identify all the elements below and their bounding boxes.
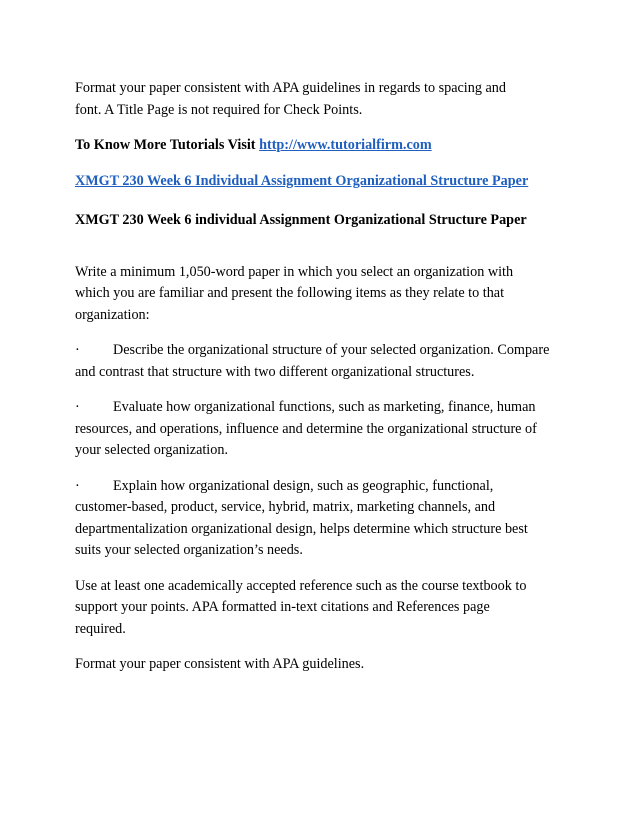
closing-line: Format your paper consistent with APA guidelines. [75,656,365,672]
document-page [75,78,575,676]
assignment-link[interactable]: XMGT 230 Week 6 Individual Assignment Organizational Structure Paper [75,172,529,189]
bullet-3-line-4: suits your selected organization’s needs. [75,542,303,558]
bullet-2-line-2: resources, and operations, influence and determine the organizational structure of [75,420,537,437]
bullet-item-functions [75,397,575,462]
bullet-1-line-1: Describe the organizational structure of your selected organization. Compare [113,342,550,358]
bullet-mark: · [75,399,80,415]
intro-paragraph [75,78,575,121]
intro-line-1: Format your paper consistent with APA guidelines in regards to spacing and [75,80,506,96]
bullet-1-line-2: and contrast that structure with two different organizational structures. [75,363,475,380]
body-intro-line-2: which you are familiar and present the following items as they relate to that [75,285,505,301]
tutorials-prefix: To Know More Tutorials Visit [75,137,260,153]
tutorials-line [75,135,575,157]
bullet-item-structure [75,340,575,383]
body-intro-line-1: Write a minimum 1,050-word paper in which you select an organization with [75,263,514,280]
intro-line-2: font. A Title Page is not required for Check Points. [75,101,363,118]
bullet-3-line-3: departmentalization organizational design, helps determine which structure best [75,520,528,537]
reference-line-3: required. [75,620,126,637]
tutorials-link[interactable]: http://www.tutorialfirm.com [259,137,432,153]
assignment-title: XMGT 230 Week 6 individual Assignment Organizational Structure Paper [75,212,527,228]
reference-line-1: Use at least one academically accepted reference such as the course textbook to [75,577,527,594]
bullet-2-line-1: Evaluate how organizational functions, such as marketing, finance, human [113,399,536,415]
bullet-mark: · [75,477,80,494]
reference-line-2: support your points. APA formatted in-text citations and References page [75,599,490,615]
body-intro-line-3: organization: [75,306,150,323]
reference-paragraph [75,576,575,641]
bullet-3-line-2: customer-based, product, service, hybrid, matrix, marketing channels, and [75,499,496,515]
bullet-3-line-1: Explain how organizational design, such as geographic, functional, [113,477,494,494]
bullet-2-line-3: your selected organization. [75,442,228,458]
bullet-item-design [75,476,575,562]
bullet-mark: · [75,342,80,358]
body-intro-paragraph [75,262,575,327]
assignment-link-line [75,171,575,193]
